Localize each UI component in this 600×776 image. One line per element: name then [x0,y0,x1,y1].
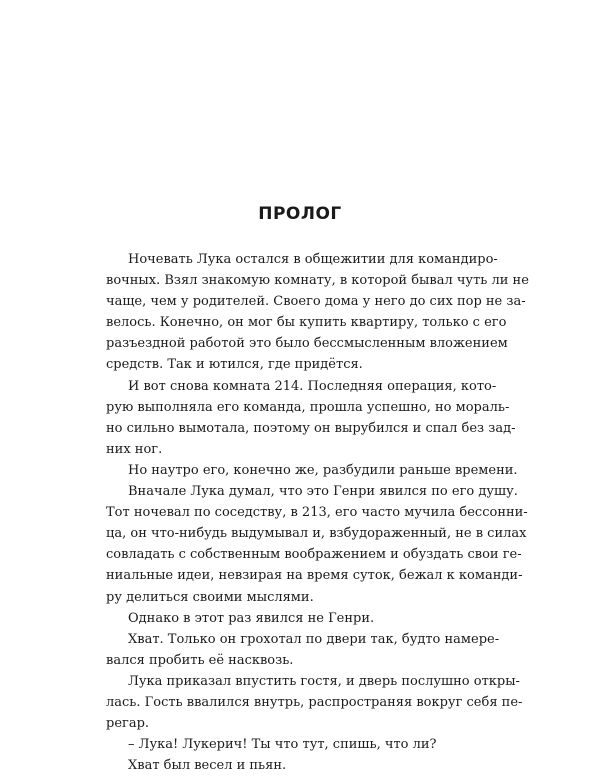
text-line: Вначале Лука думал, что это Генри явился по его душу. [128,484,518,500]
text-line: них ног. [106,441,163,457]
text-line: регар. [106,716,150,732]
text-line: – Лука! Лукерич! Ты что тут, спишь, что ли? [128,737,437,753]
text-line: Лука приказал впустить гостя, и дверь послушно откры- [128,673,520,689]
text-line: И вот снова комната 214. Последняя операция, кото- [128,378,497,394]
text-line: Ночевать Лука остался в общежитии для командиро- [128,252,498,267]
text-line: ниальные идеи, невзирая на время суток, бежал к команди- [106,568,523,584]
text-line: чаще, чем у родителей. Своего дома у него до сих пор не за- [106,294,526,310]
text-line: вался пробить её насквозь. [106,652,294,668]
text-line: совладать с собственным воображением и обуздать свои ге- [106,547,522,563]
text-line: велось. Конечно, он мог бы купить квартиру, только с его [106,315,507,331]
text-line: разъездной работой это было бессмысленным вложением [106,336,508,352]
text-line: вочных. Взял знакомую комнату, в которой бывал чуть ли не [106,273,529,289]
text-line: но сильно вымотала, поэтому он вырубился и спал без зад- [106,420,516,436]
text-line: Но наутро его, конечно же, разбудили раньше времени. [128,462,518,478]
text-line: Хват. Только он грохотал по двери так, будто намере- [128,631,500,647]
chapter-body [106,249,529,776]
text-line: Хват был весел и пьян. [128,758,287,774]
chapter-title: ПРОЛОГ [258,204,342,224]
text-line: рую выполняла его команда, прошла успешно, но мораль- [106,399,510,415]
text-line: ру делиться своими мыслями. [106,589,314,605]
text-line: средств. Так и ютился, где придётся. [106,357,363,373]
text-line: лась. Гость ввалился внутрь, распространяя вокруг себя пе- [106,694,523,710]
text-line: Однако в этот раз явился не Генри. [128,610,375,626]
text-line: ца, он что-нибудь выдумывал и, взбудораженный, не в силах [106,526,527,542]
text-line: Тот ночевал по соседству, в 213, его часто мучила бессонни- [106,505,528,521]
